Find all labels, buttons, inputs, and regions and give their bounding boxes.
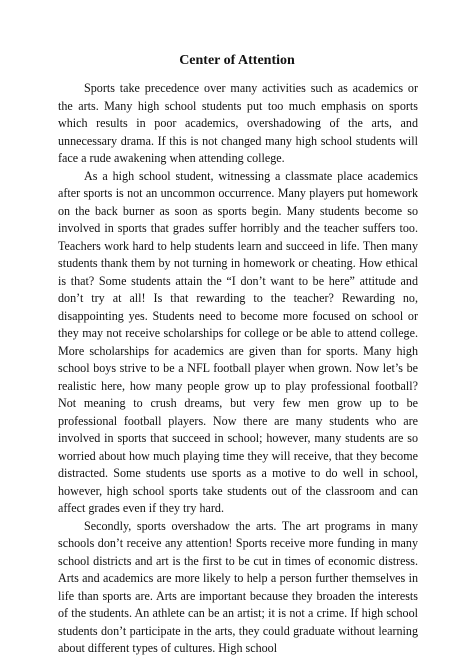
paragraph-arts: Secondly, sports overshadow the arts. The art programs in many schools don’t receive any attention! Sports receive more funding in many school districts and art is the first to be cut in times of economic distress. Arts and academics are more likely to help a person further themselves in life than sports are. Arts are important because they broaden the interests of the students. An athlete can be an artist; it is not a crime. If high school students don’t participate in the arts, they could graduate without learning about different types of cultures. High school [58, 518, 418, 655]
document-body [58, 80, 418, 658]
document-title: Center of Attention [179, 53, 295, 68]
paragraph-academics: As a high school student, witnessing a classmate place academics after sports is not an uncommon occurrence. Many players put homework on the back burner as soon as sports begin. Many students become so involved in sports that grades suffer horribly and the teacher suffers too. Teachers work hard to help students learn and succeed in life. Then many students thank them by not turning in homework or cheating. How ethical is that? Some students attain the “I don’t want to be here” attitude and don’t try at all! Is that rewarding to the teacher? Rewarding no, disappointing yes. Students need to become more focused on school or they may not receive scholarships for college or be able to attend college. More scholarships for academics are given than for sports. Many high school boys strive to be a NFL football player when grown. Now let’s be realistic here, how many people grow up to play professional football? Not meaning to crush dreams, but very few men grow up to be professional football players. Now there are many students who are involved in sports that succeed in school; however, many students are so worried about how much playing time they will receive, that they become distracted. Some students use sports as a motive to do well in school, however, high school sports take students out of the classroom and can affect grades even if they try hard. [58, 168, 418, 515]
paragraph-intro: Sports take precedence over many activities such as academics or the arts. Many high school students put too much emphasis on sports which results in poor academics, overshadowing of the arts, and unnecessary drama. If this is not changed many high school students will face a rude awakening when attending college. [58, 81, 418, 165]
